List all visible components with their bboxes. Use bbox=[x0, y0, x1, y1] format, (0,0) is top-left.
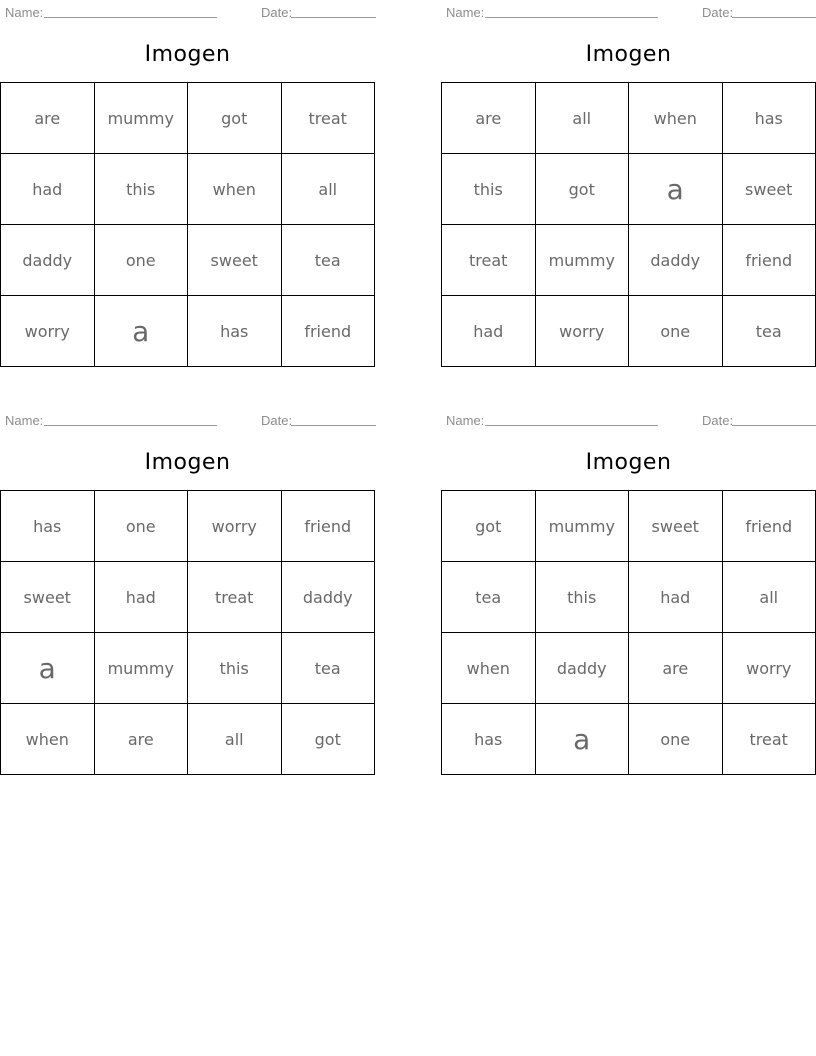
bingo-cell: are bbox=[94, 704, 188, 775]
bingo-row bbox=[1, 704, 375, 775]
bingo-cell: has bbox=[722, 83, 816, 154]
date-blank-line bbox=[732, 425, 816, 426]
name-label: Name: bbox=[5, 5, 44, 20]
bingo-cell: one bbox=[94, 225, 188, 296]
bingo-cell: mummy bbox=[535, 225, 629, 296]
bingo-row bbox=[442, 562, 816, 633]
bingo-cell: tea bbox=[722, 296, 816, 367]
bingo-row bbox=[1, 633, 375, 704]
bingo-cell: worry bbox=[1, 296, 95, 367]
card-title: Imogen bbox=[144, 42, 231, 67]
bingo-cell: sweet bbox=[722, 154, 816, 225]
date-label: Date: bbox=[702, 413, 734, 428]
card-title: Imogen bbox=[585, 42, 672, 67]
bingo-cell: all bbox=[535, 83, 629, 154]
bingo-cell: when bbox=[1, 704, 95, 775]
bingo-cell: daddy bbox=[281, 562, 375, 633]
bingo-cell: a bbox=[629, 154, 723, 225]
bingo-cell: all bbox=[281, 154, 375, 225]
bingo-cell: sweet bbox=[629, 491, 723, 562]
bingo-cell: friend bbox=[281, 491, 375, 562]
bingo-cell: this bbox=[94, 154, 188, 225]
bingo-grid bbox=[0, 490, 375, 775]
bingo-cell: worry bbox=[535, 296, 629, 367]
bingo-row bbox=[442, 83, 816, 154]
bingo-row bbox=[442, 154, 816, 225]
bingo-cell: tea bbox=[281, 633, 375, 704]
bingo-row bbox=[442, 491, 816, 562]
bingo-cell: treat bbox=[442, 225, 536, 296]
bingo-cell: this bbox=[442, 154, 536, 225]
name-date-row bbox=[0, 408, 376, 430]
bingo-cell: this bbox=[535, 562, 629, 633]
bingo-grid bbox=[0, 82, 375, 367]
bingo-cell: has bbox=[1, 491, 95, 562]
bingo-row bbox=[1, 225, 375, 296]
bingo-grid bbox=[441, 82, 816, 367]
bingo-cell: friend bbox=[281, 296, 375, 367]
bingo-cell: had bbox=[442, 296, 536, 367]
bingo-row bbox=[442, 296, 816, 367]
bingo-cell: are bbox=[442, 83, 536, 154]
bingo-cell: friend bbox=[722, 491, 816, 562]
name-label: Name: bbox=[446, 413, 485, 428]
bingo-card-3 bbox=[0, 408, 376, 780]
bingo-cell: friend bbox=[722, 225, 816, 296]
bingo-cell: a bbox=[94, 296, 188, 367]
bingo-row bbox=[1, 296, 375, 367]
name-date-row bbox=[0, 0, 376, 22]
bingo-cell: when bbox=[188, 154, 282, 225]
name-label: Name: bbox=[5, 413, 44, 428]
bingo-row bbox=[442, 704, 816, 775]
bingo-card-1 bbox=[0, 0, 376, 372]
bingo-cell: had bbox=[629, 562, 723, 633]
bingo-cell: sweet bbox=[188, 225, 282, 296]
bingo-row bbox=[1, 154, 375, 225]
bingo-cell: worry bbox=[722, 633, 816, 704]
bingo-cell: one bbox=[629, 704, 723, 775]
date-label: Date: bbox=[261, 413, 293, 428]
date-blank-line bbox=[732, 17, 816, 18]
bingo-cell: treat bbox=[188, 562, 282, 633]
bingo-row bbox=[1, 83, 375, 154]
bingo-cell: one bbox=[94, 491, 188, 562]
bingo-cell: mummy bbox=[535, 491, 629, 562]
name-blank-line bbox=[44, 17, 217, 18]
bingo-cell: mummy bbox=[94, 83, 188, 154]
bingo-cell: got bbox=[442, 491, 536, 562]
bingo-cell: are bbox=[629, 633, 723, 704]
date-blank-line bbox=[291, 425, 376, 426]
name-label: Name: bbox=[446, 5, 485, 20]
bingo-cell: all bbox=[722, 562, 816, 633]
bingo-cell: has bbox=[188, 296, 282, 367]
name-date-row bbox=[441, 0, 816, 22]
date-label: Date: bbox=[702, 5, 734, 20]
bingo-cell: this bbox=[188, 633, 282, 704]
bingo-cell: had bbox=[1, 154, 95, 225]
bingo-cell: tea bbox=[442, 562, 536, 633]
date-label: Date: bbox=[261, 5, 293, 20]
name-date-row bbox=[441, 408, 816, 430]
bingo-row bbox=[442, 225, 816, 296]
bingo-cell: sweet bbox=[1, 562, 95, 633]
name-blank-line bbox=[44, 425, 217, 426]
bingo-cell: all bbox=[188, 704, 282, 775]
bingo-cell: a bbox=[1, 633, 95, 704]
bingo-cell: when bbox=[629, 83, 723, 154]
bingo-cell: got bbox=[281, 704, 375, 775]
bingo-cell: a bbox=[535, 704, 629, 775]
bingo-card-2 bbox=[441, 0, 816, 372]
bingo-cell: treat bbox=[281, 83, 375, 154]
bingo-card-4 bbox=[441, 408, 816, 780]
bingo-cell: worry bbox=[188, 491, 282, 562]
card-title: Imogen bbox=[585, 450, 672, 475]
bingo-cell: mummy bbox=[94, 633, 188, 704]
bingo-cell: tea bbox=[281, 225, 375, 296]
bingo-cell: are bbox=[1, 83, 95, 154]
card-title: Imogen bbox=[144, 450, 231, 475]
bingo-cell: had bbox=[94, 562, 188, 633]
bingo-cell: got bbox=[535, 154, 629, 225]
bingo-row bbox=[1, 491, 375, 562]
bingo-cell: got bbox=[188, 83, 282, 154]
bingo-cell: one bbox=[629, 296, 723, 367]
bingo-cell: when bbox=[442, 633, 536, 704]
bingo-cell: daddy bbox=[535, 633, 629, 704]
name-blank-line bbox=[485, 425, 658, 426]
bingo-cell: treat bbox=[722, 704, 816, 775]
bingo-cell: daddy bbox=[1, 225, 95, 296]
bingo-row bbox=[442, 633, 816, 704]
date-blank-line bbox=[291, 17, 376, 18]
bingo-row bbox=[1, 562, 375, 633]
bingo-cell: daddy bbox=[629, 225, 723, 296]
bingo-grid bbox=[441, 490, 816, 775]
name-blank-line bbox=[485, 17, 658, 18]
bingo-cell: has bbox=[442, 704, 536, 775]
